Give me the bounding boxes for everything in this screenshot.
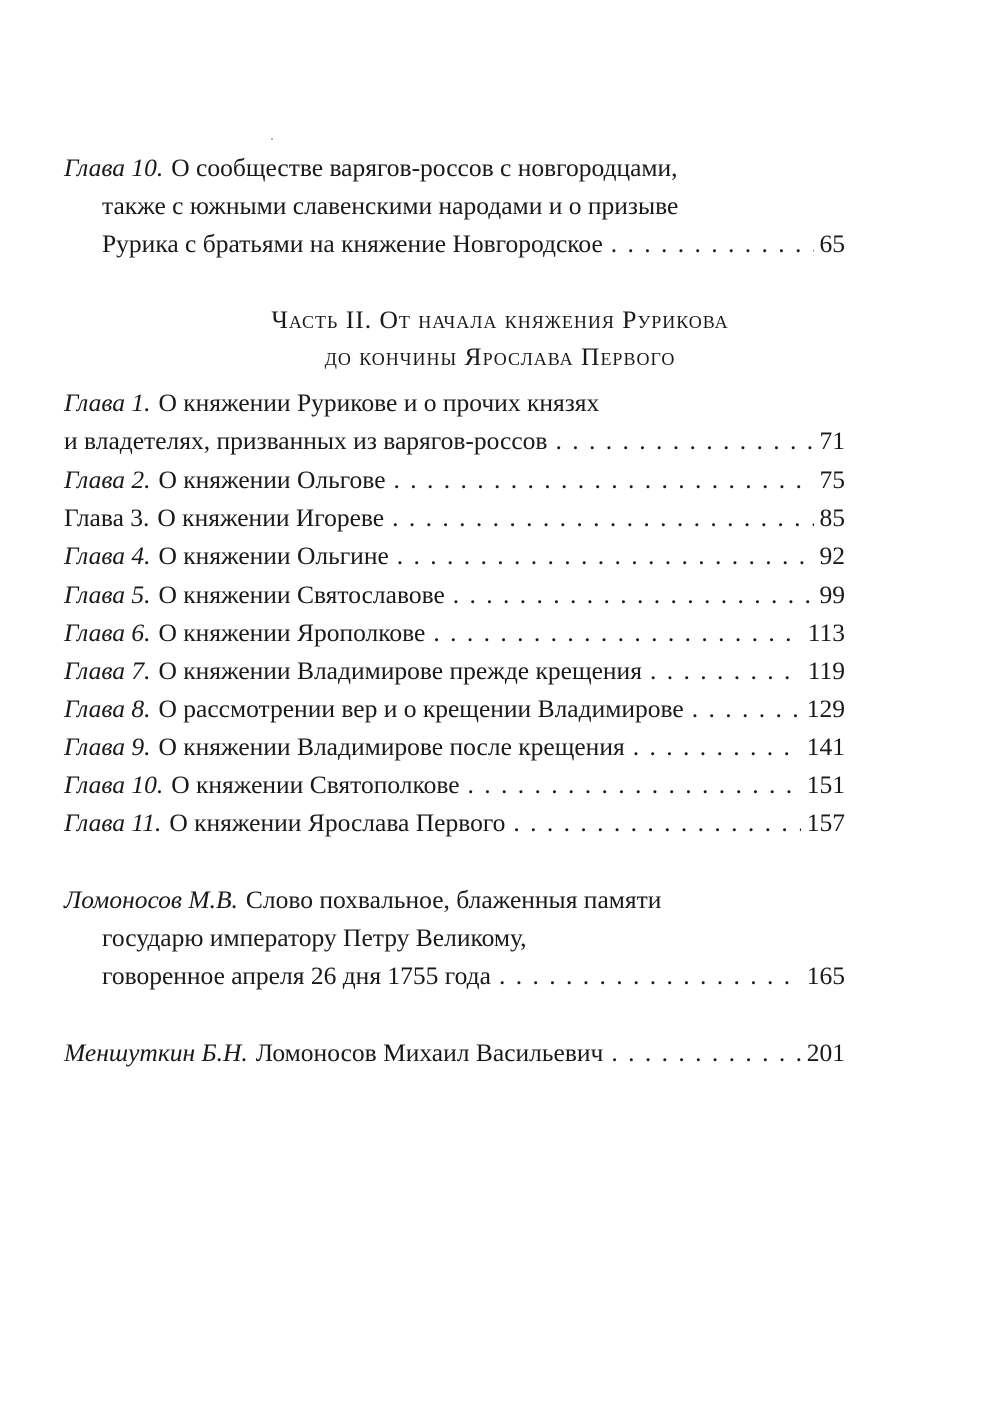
page-number: 129 [806, 694, 845, 723]
toc-entry-chapter-9[interactable] [64, 729, 845, 765]
page-number: 65 [819, 229, 845, 258]
chapter-title: О княжении Ярополкове [158, 618, 426, 647]
chapter-label: Глава 9. [64, 732, 151, 761]
chapter-title: О княжении Владимирове прежде крещения [158, 656, 642, 685]
chapter-label: Глава 1. [64, 388, 151, 417]
page-number: 119 [807, 656, 845, 685]
toc-entry-chapter-5[interactable] [64, 577, 845, 613]
part-heading-line-1: Часть II. От начала княжения Рурикова [271, 305, 729, 334]
page-number: 75 [819, 465, 845, 494]
author-label: Меншуткин Б.Н. [64, 1038, 248, 1067]
chapter-title-line-2: и владетелях, призванных из варягов-россов [64, 426, 548, 455]
work-title-line-1: Слово похвальное, блаженныя памяти [245, 885, 662, 914]
toc-entry-chapter-2[interactable] [64, 462, 845, 498]
print-speck [271, 138, 273, 140]
dot-leader [555, 423, 813, 459]
chapter-label: Глава 5. [64, 580, 151, 609]
chapter-label: Глава 4. [64, 541, 151, 570]
dot-leader [433, 615, 801, 651]
dot-leader [499, 958, 801, 994]
toc-entry-chapter-7[interactable] [64, 653, 845, 689]
dot-leader [453, 577, 814, 613]
chapter-label: Глава 2. [64, 465, 151, 494]
chapter-title: О княжении Ольгове [158, 465, 386, 494]
chapter-title-line-2: также с южными славенскими народами и о призыве [102, 191, 679, 220]
toc-entry-chapter-11[interactable] [64, 805, 845, 841]
dot-leader [392, 500, 813, 536]
chapter-title-line-1: О княжении Рурикове и о прочих князях [158, 388, 600, 417]
page-number: 151 [806, 770, 845, 799]
page-number: 165 [806, 961, 845, 990]
dot-leader [611, 1035, 800, 1071]
part-heading-line-2: до кончины Ярослава Первого [324, 342, 676, 371]
work-title-line-2: государю императору Петру Великому, [102, 923, 527, 952]
chapter-label: Глава 10. [64, 770, 164, 799]
chapter-label: Глава 7. [64, 656, 151, 685]
chapter-title: О княжении Игореве [157, 503, 385, 532]
chapter-title-line-1: О сообществе варягов-россов с новгородцами, [171, 153, 678, 182]
dot-leader [513, 805, 800, 841]
chapter-label: Глава 11. [64, 808, 162, 837]
page-number: 113 [807, 618, 845, 647]
toc-entry-menshutkin[interactable] [64, 1035, 845, 1071]
page-number: 71 [819, 426, 845, 455]
chapter-title: О княжении Ольгине [158, 541, 389, 570]
dot-leader [633, 729, 801, 765]
page-number: 85 [819, 503, 845, 532]
toc-entry-chapter-8[interactable] [64, 691, 845, 727]
page-number: 99 [819, 580, 845, 609]
chapter-title-line-3: Рурика с братьями на княжение Новгородское [102, 229, 603, 258]
work-title: Ломоносов Михаил Васильевич [255, 1038, 604, 1067]
toc-entry-chapter-3[interactable] [64, 500, 845, 536]
work-title-line-3: говоренное апреля 26 дня 1755 года [102, 961, 491, 990]
toc-entry-chapter-10[interactable] [64, 767, 845, 803]
dot-leader [468, 767, 801, 803]
chapter-label: Глава 6. [64, 618, 151, 647]
page-number: 141 [806, 732, 845, 761]
toc-entry-chapter-4[interactable] [64, 538, 845, 574]
dot-leader [650, 653, 802, 689]
chapter-title: О княжении Святославове [158, 580, 445, 609]
dot-leader [397, 538, 814, 574]
chapter-title: О княжении Святополкове [171, 770, 460, 799]
author-label: Ломоносов М.В. [64, 885, 238, 914]
chapter-title: О княжении Ярослава Первого [169, 808, 506, 837]
chapter-label: Глава 10. [64, 153, 164, 182]
page-number: 157 [806, 808, 845, 837]
page-number: 201 [806, 1038, 845, 1067]
chapter-title: О рассмотрении вер и о крещении Владимирове [158, 694, 684, 723]
dot-leader [394, 462, 814, 498]
dot-leader [692, 691, 801, 727]
chapter-title: О княжении Владимирове после крещения [158, 732, 625, 761]
toc-entry-chapter-6[interactable] [64, 615, 845, 651]
page-number: 92 [819, 541, 845, 570]
chapter-label: Глава 3. [64, 503, 150, 532]
dot-leader [611, 226, 814, 262]
chapter-label: Глава 8. [64, 694, 151, 723]
